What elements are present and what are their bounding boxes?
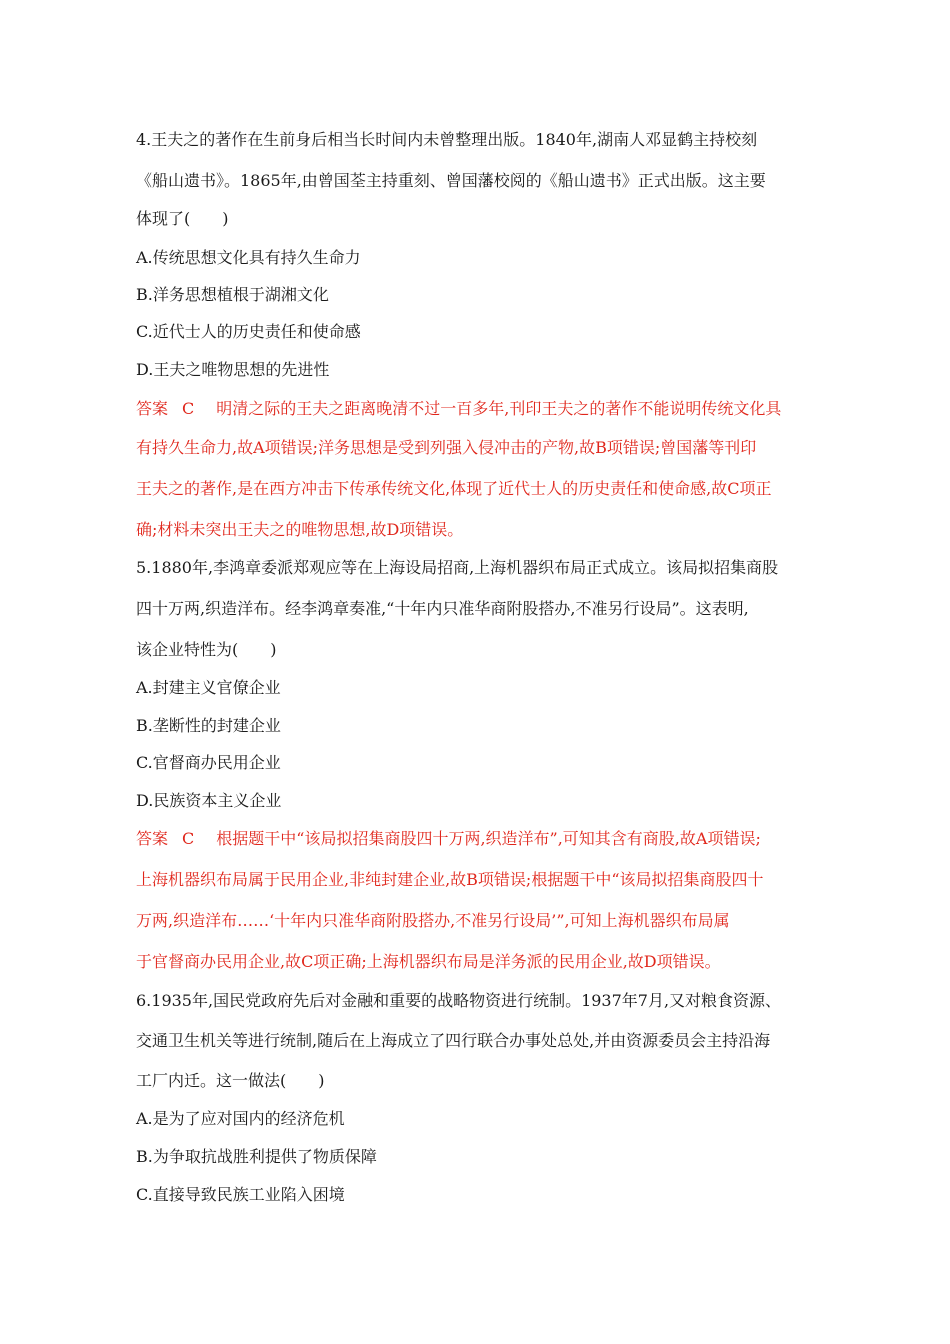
q5-option-a: A.封建主义官僚企业: [136, 678, 281, 697]
q4-stem-line-1: 4.王夫之的著作在生前身后相当长时间内未曾整理出版。1840年,湖南人邓显鹤主持校刻: [136, 130, 758, 149]
q4-answer-letter: C: [182, 399, 195, 418]
q5-stem-line-1: 5.1880年,李鸿章委派郑观应等在上海设局招商,上海机器织布局正式成立。该局拟招集商股: [136, 558, 779, 577]
q4-answer-label: 答案: [136, 399, 169, 418]
q4-answer-text-1: 明清之际的王夫之距离晚清不过一百多年,刊印王夫之的著作不能说明传统文化具: [216, 399, 782, 418]
q4-stem-line-3: 体现了( ): [136, 209, 229, 228]
q5-stem-line-2: 四十万两,织造洋布。经李鸿章奏准,“十年内只准华商附股搭办,不准另行设局”。这表明,: [136, 599, 749, 618]
q6-stem-line-2: 交通卫生机关等进行统制,随后在上海成立了四行联合办事处总处,并由资源委员会主持沿海: [136, 1031, 771, 1050]
q6-stem-line-3: 工厂内迁。这一做法( ): [136, 1071, 325, 1090]
q4-option-c: C.近代士人的历史责任和使命感: [136, 322, 361, 341]
q6-option-b: B.为争取抗战胜利提供了物质保障: [136, 1147, 377, 1166]
q5-answer-label: 答案: [136, 829, 169, 848]
q6-option-c: C.直接导致民族工业陷入困境: [136, 1185, 345, 1204]
q4-answer-line-2: 有持久生命力,故A项错误;洋务思想是受到列强入侵冲击的产物,故B项错误;曾国藩等刊印: [136, 438, 757, 457]
q4-option-d: D.王夫之唯物思想的先进性: [136, 360, 330, 379]
q4-option-a: A.传统思想文化具有持久生命力: [136, 248, 361, 267]
q4-answer-line-1: [136, 398, 816, 420]
q4-answer-line-3: 王夫之的著作,是在西方冲击下传承传统文化,体现了近代士人的历史责任和使命感,故C项正: [136, 479, 772, 498]
q5-option-b: B.垄断性的封建企业: [136, 716, 281, 735]
q4-option-b: B.洋务思想植根于湖湘文化: [136, 285, 329, 304]
q5-option-d: D.民族资本主义企业: [136, 791, 282, 810]
q5-stem-line-3: 该企业特性为( ): [136, 640, 277, 659]
q4-answer-line-4: 确;材料未突出王夫之的唯物思想,故D项错误。: [136, 520, 464, 539]
q6-option-a: A.是为了应对国内的经济危机: [136, 1109, 345, 1128]
q5-option-c: C.官督商办民用企业: [136, 753, 281, 772]
q5-answer-line-3: 万两,织造洋布……‘十年内只准华商附股搭办,不准另行设局’”,可知上海机器织布局属: [136, 911, 730, 930]
q5-answer-line-2: 上海机器织布局属于民用企业,非纯封建企业,故B项错误;根据题干中“该局拟招集商股四十: [136, 870, 764, 889]
q6-stem-line-1: 6.1935年,国民党政府先后对金融和重要的战略物资进行统制。1937年7月,又对粮食资源、: [136, 991, 782, 1010]
q5-answer-letter: C: [182, 829, 195, 848]
q4-stem-line-2: 《船山遗书》。1865年,由曾国荃主持重刻、曾国藩校阅的《船山遗书》正式出版。这主要: [136, 171, 766, 190]
q5-answer-line-4: 于官督商办民用企业,故C项正确;上海机器织布局是洋务派的民用企业,故D项错误。: [136, 952, 721, 971]
q5-answer-line-1: [136, 828, 816, 850]
q5-answer-text-1: 根据题干中“该局拟招集商股四十万两,织造洋布”,可知其含有商股,故A项错误;: [216, 829, 761, 848]
